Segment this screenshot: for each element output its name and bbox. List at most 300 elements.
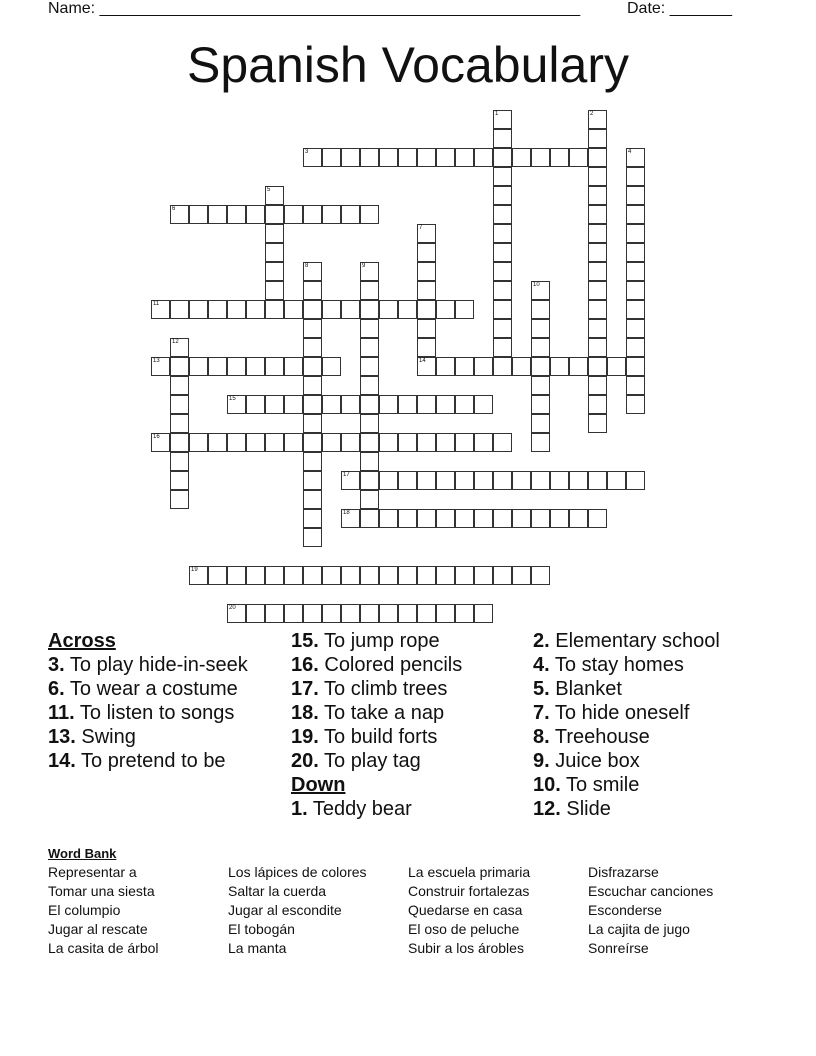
crossword-cell[interactable] [398,395,417,414]
crossword-cell[interactable] [455,566,474,585]
clue-item-number: 3. [48,654,65,676]
crossword-cell[interactable] [417,148,436,167]
crossword-cell[interactable] [588,357,607,376]
crossword-cell[interactable] [398,604,417,623]
crossword-cell[interactable] [455,604,474,623]
crossword-cell[interactable] [436,357,455,376]
crossword-cell[interactable] [455,148,474,167]
crossword-cell[interactable] [474,395,493,414]
crossword-cell[interactable] [417,319,436,338]
word-bank-item: La casita de árbol [48,940,159,956]
crossword-cell[interactable] [588,395,607,414]
crossword-cell[interactable] [265,566,284,585]
crossword-cell[interactable] [436,566,455,585]
crossword-cell[interactable] [531,357,550,376]
crossword-cell[interactable] [360,395,379,414]
crossword-cell[interactable] [360,319,379,338]
clue-item-number: 20. [291,750,319,772]
crossword-cell[interactable] [531,566,550,585]
crossword-cell[interactable] [512,509,531,528]
crossword-cell[interactable] [303,528,322,547]
clue-item-number: 1. [291,798,308,820]
crossword-cell[interactable] [246,566,265,585]
crossword-cell[interactable] [588,262,607,281]
crossword-cell[interactable] [379,433,398,452]
crossword-cell[interactable] [303,338,322,357]
crossword-cell[interactable] [246,357,265,376]
crossword-cell[interactable] [322,604,341,623]
crossword-cell[interactable] [493,433,512,452]
crossword-cell[interactable] [417,243,436,262]
crossword-cell[interactable] [626,186,645,205]
crossword-cell[interactable] [208,433,227,452]
crossword-cell[interactable] [398,471,417,490]
clue-item [48,654,293,676]
crossword-cell[interactable] [531,395,550,414]
crossword-cell[interactable] [512,471,531,490]
crossword-cell[interactable] [227,205,246,224]
crossword-cell[interactable] [626,300,645,319]
crossword-cell[interactable] [360,281,379,300]
crossword-cell[interactable] [360,338,379,357]
crossword-cell[interactable] [550,148,569,167]
crossword-cell[interactable] [151,357,170,376]
crossword-cell[interactable] [607,471,626,490]
crossword-cell[interactable] [303,319,322,338]
crossword-cell[interactable] [455,471,474,490]
crossword-cell[interactable] [417,395,436,414]
crossword-cell[interactable] [170,433,189,452]
crossword-cell[interactable] [512,357,531,376]
crossword-cell[interactable] [284,300,303,319]
clue-item-number: 17. [291,678,319,700]
crossword-cell[interactable] [512,148,531,167]
crossword-cell[interactable] [303,566,322,585]
clue-item [48,726,293,748]
crossword-cell[interactable] [265,186,284,205]
crossword-cell[interactable] [531,414,550,433]
clue-item-text: Treehouse [549,726,650,748]
crossword-cell[interactable] [170,452,189,471]
crossword-cell[interactable] [512,566,531,585]
crossword-cell[interactable] [531,433,550,452]
crossword-cell[interactable] [436,509,455,528]
crossword-cell[interactable] [493,186,512,205]
crossword-cell[interactable] [284,433,303,452]
crossword-cell[interactable] [626,262,645,281]
crossword-cell[interactable] [455,433,474,452]
clue-item-number: 15. [291,630,319,652]
crossword-cell[interactable] [303,205,322,224]
crossword-cell[interactable] [322,205,341,224]
crossword-cell[interactable] [360,604,379,623]
crossword-cell[interactable] [265,205,284,224]
crossword-cell[interactable] [322,300,341,319]
clue-item-number: 14. [48,750,76,772]
crossword-cell[interactable] [569,509,588,528]
crossword-cell[interactable] [588,205,607,224]
crossword-cell[interactable] [626,395,645,414]
crossword-cell[interactable] [417,357,436,376]
crossword-cell[interactable] [417,566,436,585]
crossword-cell[interactable] [531,338,550,357]
clue-item-text: To listen to songs [74,702,235,724]
crossword-cell[interactable] [626,376,645,395]
crossword-cell[interactable] [588,509,607,528]
crossword-cell[interactable] [379,300,398,319]
page-title: Spanish Vocabulary [187,37,629,93]
crossword-cell[interactable] [265,224,284,243]
crossword-cell[interactable] [474,509,493,528]
crossword-cell[interactable] [265,604,284,623]
crossword-cell[interactable] [360,414,379,433]
clue-item-number: 12. [533,798,561,820]
crossword-cell[interactable] [569,471,588,490]
clue-number: 10 [533,282,540,288]
clue-item-number: 10. [533,774,561,796]
crossword-cell[interactable] [455,300,474,319]
crossword-cell[interactable] [474,471,493,490]
crossword-cell[interactable] [170,300,189,319]
crossword-cell[interactable] [208,357,227,376]
crossword-cell[interactable] [379,395,398,414]
clue-item [533,798,778,820]
clue-item-text: To pretend to be [75,750,226,772]
crossword-cell[interactable] [265,243,284,262]
crossword-cell[interactable] [322,395,341,414]
crossword-cell[interactable] [265,281,284,300]
clue-number: 1 [495,111,499,117]
crossword-cell[interactable] [246,395,265,414]
word-bank-item: Saltar la cuerda [228,883,327,899]
crossword-cell[interactable] [569,357,588,376]
crossword-cell[interactable] [189,357,208,376]
crossword-cell[interactable] [341,395,360,414]
crossword-cell[interactable] [607,357,626,376]
crossword-cell[interactable] [208,205,227,224]
crossword-cell[interactable] [626,319,645,338]
clue-number: 5 [267,187,271,193]
crossword-cell[interactable] [417,338,436,357]
crossword-cell[interactable] [493,300,512,319]
crossword-cell[interactable] [379,604,398,623]
clue-item-text: To climb trees [318,678,448,700]
crossword-cell[interactable] [493,167,512,186]
crossword-cell[interactable] [189,205,208,224]
crossword-cell[interactable] [417,433,436,452]
word-bank-item: Subir a los árobles [408,940,524,956]
crossword-cell[interactable] [360,471,379,490]
crossword-cell[interactable] [322,566,341,585]
crossword-cell[interactable] [341,604,360,623]
crossword-cell[interactable] [436,433,455,452]
crossword-cell[interactable] [360,148,379,167]
crossword-cell[interactable] [493,205,512,224]
clue-item-text: To jump rope [318,630,440,652]
crossword-cell[interactable] [474,566,493,585]
word-bank-item: Jugar al rescate [48,921,148,937]
crossword-cell[interactable] [626,281,645,300]
crossword-cell[interactable] [170,357,189,376]
clue-column-2 [291,630,536,822]
crossword-cell[interactable] [588,300,607,319]
word-bank-item: Esconderse [588,902,662,918]
crossword-cell[interactable] [284,395,303,414]
crossword-cell[interactable] [455,509,474,528]
crossword-cell[interactable] [170,414,189,433]
crossword-cell[interactable] [303,490,322,509]
crossword-cell[interactable] [360,433,379,452]
crossword-cell[interactable] [417,262,436,281]
crossword-cell[interactable] [265,262,284,281]
crossword-cell[interactable] [303,414,322,433]
crossword-cell[interactable] [588,319,607,338]
crossword-cell[interactable] [398,566,417,585]
crossword-cell[interactable] [531,471,550,490]
crossword-cell[interactable] [208,300,227,319]
clue-item-number: 4. [533,654,550,676]
word-bank-item: Jugar al escondite [228,902,342,918]
clue-section-heading: Across [48,630,116,652]
crossword-cell[interactable] [455,395,474,414]
crossword-cell[interactable] [531,148,550,167]
crossword-cell[interactable] [588,414,607,433]
crossword-cell[interactable] [284,357,303,376]
crossword-cell[interactable] [189,300,208,319]
crossword-cell[interactable] [303,452,322,471]
clue-item [291,702,536,724]
crossword-cell[interactable] [151,433,170,452]
clue-number: 12 [172,339,179,345]
clue-number: 9 [362,263,366,269]
crossword-cell[interactable] [170,471,189,490]
crossword-cell[interactable] [417,281,436,300]
crossword-cell[interactable] [626,338,645,357]
crossword-cell[interactable] [341,566,360,585]
crossword-cell[interactable] [493,281,512,300]
word-bank-item: La cajita de jugo [588,921,690,937]
crossword-cell[interactable] [493,471,512,490]
crossword-cell[interactable] [360,357,379,376]
crossword-cell[interactable] [626,205,645,224]
crossword-cell[interactable] [284,604,303,623]
crossword-cell[interactable] [170,395,189,414]
crossword-cell[interactable] [208,566,227,585]
clue-item-text: To play tag [318,750,421,772]
crossword-cell[interactable] [379,566,398,585]
crossword-cell[interactable] [170,205,189,224]
crossword-cell[interactable] [626,357,645,376]
crossword-cell[interactable] [303,148,322,167]
crossword-cell[interactable] [379,148,398,167]
crossword-cell[interactable] [303,281,322,300]
crossword-cell[interactable] [588,224,607,243]
crossword-cell[interactable] [531,319,550,338]
crossword-cell[interactable] [303,604,322,623]
clue-number: 16 [153,434,160,440]
crossword-cell[interactable] [341,471,360,490]
crossword-cell[interactable] [265,357,284,376]
clue-number: 15 [229,396,236,402]
crossword-cell[interactable] [227,357,246,376]
clue-item-text: To smile [560,774,640,796]
crossword-cell[interactable] [493,566,512,585]
crossword-cell[interactable] [265,433,284,452]
crossword-cell[interactable] [417,224,436,243]
crossword-cell[interactable] [474,604,493,623]
crossword-cell[interactable] [322,357,341,376]
crossword-cell[interactable] [588,110,607,129]
crossword-cell[interactable] [550,509,569,528]
crossword-cell[interactable] [360,490,379,509]
crossword-cell[interactable] [493,243,512,262]
crossword-cell[interactable] [170,338,189,357]
crossword-cell[interactable] [436,148,455,167]
clue-item [48,678,293,700]
crossword-cell[interactable] [626,224,645,243]
crossword-cell[interactable] [531,376,550,395]
crossword-cell[interactable] [493,110,512,129]
crossword-cell[interactable] [322,433,341,452]
crossword-cell[interactable] [265,395,284,414]
name-field[interactable]: Name: ______________________________________________________ [48,0,581,17]
crossword-cell[interactable] [303,376,322,395]
crossword-cell[interactable] [436,300,455,319]
crossword-cell[interactable] [303,395,322,414]
crossword-cell[interactable] [303,300,322,319]
crossword-cell[interactable] [341,433,360,452]
clue-item [291,630,536,652]
clue-item [291,726,536,748]
crossword-cell[interactable] [246,433,265,452]
crossword-cell[interactable] [360,566,379,585]
crossword-cell[interactable] [379,471,398,490]
crossword-cell[interactable] [436,471,455,490]
crossword-cell[interactable] [189,566,208,585]
crossword-cell[interactable] [227,300,246,319]
crossword-cell[interactable] [398,509,417,528]
clue-number: 6 [172,206,176,212]
crossword-cell[interactable] [588,243,607,262]
crossword-cell[interactable] [588,148,607,167]
crossword-cell[interactable] [493,129,512,148]
clue-item-number: 8. [533,726,550,748]
word-bank-item: Sonreírse [588,940,649,956]
crossword-cell[interactable] [531,281,550,300]
crossword-cell[interactable] [626,471,645,490]
crossword-cell[interactable] [588,281,607,300]
crossword-cell[interactable] [246,300,265,319]
crossword-cell[interactable] [360,262,379,281]
crossword-cell[interactable] [360,509,379,528]
crossword-cell[interactable] [493,148,512,167]
crossword-cell[interactable] [474,148,493,167]
crossword-cell[interactable] [360,300,379,319]
crossword-cell[interactable] [417,300,436,319]
crossword-cell[interactable] [417,509,436,528]
crossword-cell[interactable] [398,433,417,452]
crossword-cell[interactable] [341,148,360,167]
crossword-cell[interactable] [303,509,322,528]
clue-item-number: 2. [533,630,550,652]
crossword-cell[interactable] [436,395,455,414]
crossword-cell[interactable] [246,604,265,623]
crossword-cell[interactable] [493,509,512,528]
crossword-cell[interactable] [265,300,284,319]
date-field[interactable]: Date: _______ [627,0,732,17]
crossword-cell[interactable] [189,433,208,452]
crossword-cell[interactable] [227,604,246,623]
crossword-cell[interactable] [436,604,455,623]
crossword-cell[interactable] [588,129,607,148]
clue-number: 3 [305,149,309,155]
crossword-cell[interactable] [493,319,512,338]
crossword-cell[interactable] [170,376,189,395]
crossword-cell[interactable] [474,357,493,376]
clue-number: 13 [153,358,160,364]
crossword-cell[interactable] [588,167,607,186]
crossword-cell[interactable] [550,357,569,376]
crossword-cell[interactable] [417,604,436,623]
crossword-cell[interactable] [341,300,360,319]
crossword-cell[interactable] [284,566,303,585]
clue-item-text: To take a nap [318,702,445,724]
crossword-cell[interactable] [493,338,512,357]
crossword-cell[interactable] [531,300,550,319]
crossword-cell[interactable] [170,490,189,509]
crossword-cell[interactable] [626,148,645,167]
crossword-cell[interactable] [360,205,379,224]
crossword-cell[interactable] [493,357,512,376]
crossword-cell[interactable] [398,148,417,167]
crossword-cell[interactable] [379,509,398,528]
crossword-cell[interactable] [151,300,170,319]
crossword-cell[interactable] [227,566,246,585]
crossword-cell[interactable] [303,262,322,281]
crossword-cell[interactable] [417,471,436,490]
crossword-cell[interactable] [550,471,569,490]
crossword-cell[interactable] [398,300,417,319]
crossword-cell[interactable] [246,205,265,224]
crossword-cell[interactable] [360,376,379,395]
clue-item-number: 9. [533,750,550,772]
crossword-cell[interactable] [284,205,303,224]
crossword-cell[interactable] [531,509,550,528]
crossword-cell[interactable] [588,338,607,357]
crossword-cell[interactable] [341,509,360,528]
crossword-cell[interactable] [303,471,322,490]
crossword-cell[interactable] [626,243,645,262]
crossword-cell[interactable] [227,395,246,414]
clue-item [533,678,778,700]
crossword-cell[interactable] [626,167,645,186]
crossword-cell[interactable] [493,224,512,243]
crossword-cell[interactable] [322,148,341,167]
crossword-cell[interactable] [303,357,322,376]
crossword-cell[interactable] [341,205,360,224]
clue-number: 20 [229,605,236,611]
crossword-cell[interactable] [493,262,512,281]
crossword-cell[interactable] [569,148,588,167]
crossword-cell[interactable] [588,376,607,395]
crossword-cell[interactable] [360,452,379,471]
crossword-cell[interactable] [588,186,607,205]
crossword-cell[interactable] [474,433,493,452]
crossword-cell[interactable] [227,433,246,452]
crossword-cell[interactable] [455,357,474,376]
crossword-cell[interactable] [303,433,322,452]
crossword-cell[interactable] [588,471,607,490]
